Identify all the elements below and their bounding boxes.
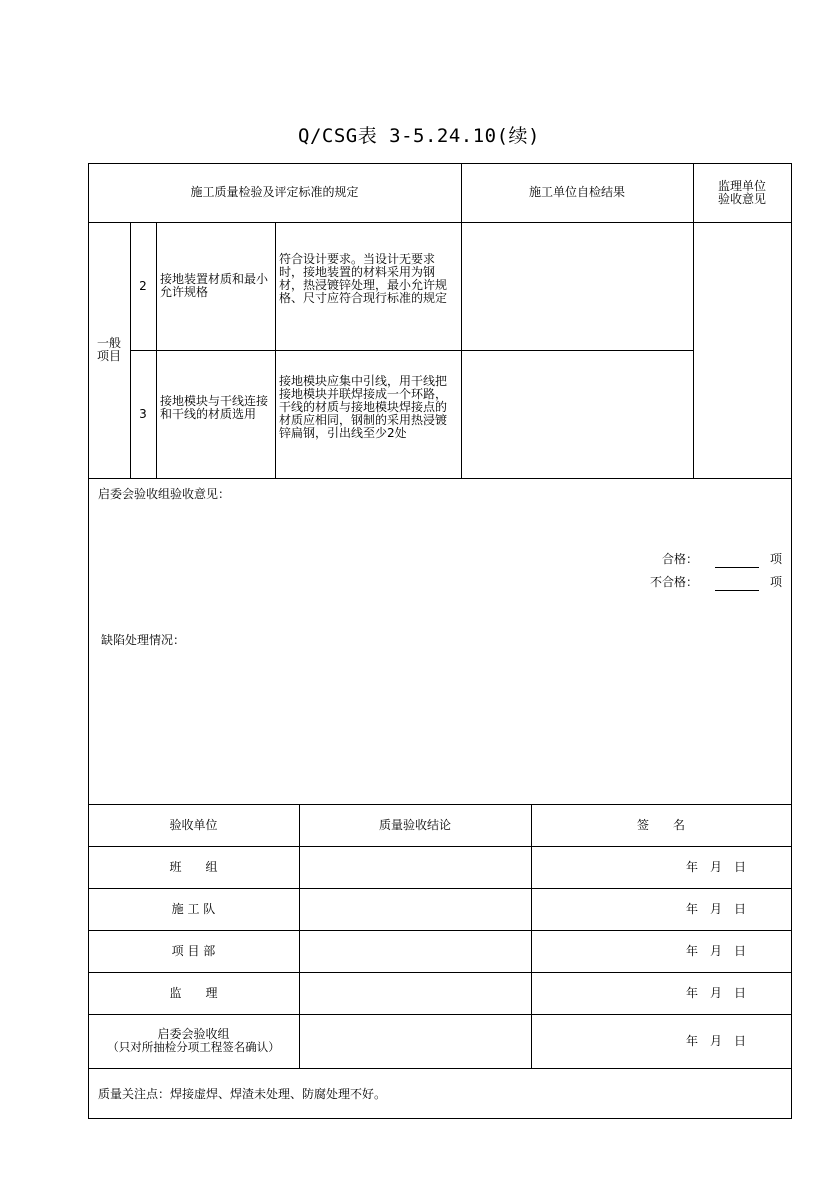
header-supervisor	[693, 163, 791, 222]
acceptance-unit-line1: 启委会验收组	[157, 1027, 230, 1041]
item-standard: 接地模块应集中引线，用干线把接地模块并联焊接成一个环路，干线的材质与接地模块焊接点的材质应相同，钢制的采用热浸镀锌扁钢，引出线至少2处	[279, 374, 448, 440]
acceptance-unit: 监 理	[169, 985, 218, 1000]
sign-date: 年 月 日	[686, 902, 747, 916]
category-label	[88, 222, 130, 478]
category-line2: 项目	[96, 349, 121, 363]
acceptance-unit: 施 工 队	[171, 901, 216, 916]
committee-opinion-label: 启委会验收组验收意见：	[98, 487, 231, 501]
acceptance-unit: 项 目 部	[171, 943, 216, 958]
quality-focus-note: 质量关注点：焊接虚焊、焊渣未处理、防腐处理不好。	[98, 1087, 387, 1101]
item-standard: 符合设计要求。当设计无要求时，接地装置的材料采用为钢材，热浸镀锌处理，最小允许规格、尺寸应符合现行标准的规定	[279, 252, 448, 305]
item-name: 接地模块与干线连接和干线的材质选用	[160, 394, 269, 421]
fail-count-blank[interactable]	[715, 590, 759, 591]
fail-label: 不合格：	[649, 575, 698, 589]
form-title: Q/CSG表 3-5.24.10(续)	[298, 125, 540, 147]
acceptance-header-conclusion: 质量验收结论	[378, 817, 451, 832]
pass-label: 合格：	[661, 552, 698, 566]
item-number: 3	[139, 406, 147, 421]
sign-date: 年 月 日	[686, 860, 747, 874]
sign-date: 年 月 日	[686, 1034, 747, 1048]
acceptance-header-sign: 签 名	[636, 817, 685, 832]
defect-label: 缺陷处理情况：	[101, 633, 186, 647]
acceptance-unit: 班 组	[169, 859, 218, 874]
sign-date: 年 月 日	[686, 944, 747, 958]
header-supervisor-line1: 监理单位	[717, 178, 766, 193]
sign-date: 年 月 日	[686, 986, 747, 1000]
pass-unit: 项	[770, 552, 783, 566]
pass-count-blank[interactable]	[715, 567, 759, 568]
item-number: 2	[139, 278, 147, 293]
header-self-check: 施工单位自检结果	[528, 185, 625, 199]
item-name: 接地装置材质和最小允许规格	[160, 272, 269, 299]
acceptance-unit-committee	[88, 1014, 299, 1068]
category-line1: 一般	[96, 336, 121, 350]
header-supervisor-line2: 验收意见	[717, 191, 766, 206]
fail-unit: 项	[770, 575, 783, 589]
header-standard: 施工质量检验及评定标准的规定	[190, 185, 359, 199]
acceptance-header-unit: 验收单位	[169, 817, 218, 832]
acceptance-unit-line2: （只对所抽检分项工程签名确认）	[107, 1040, 280, 1054]
